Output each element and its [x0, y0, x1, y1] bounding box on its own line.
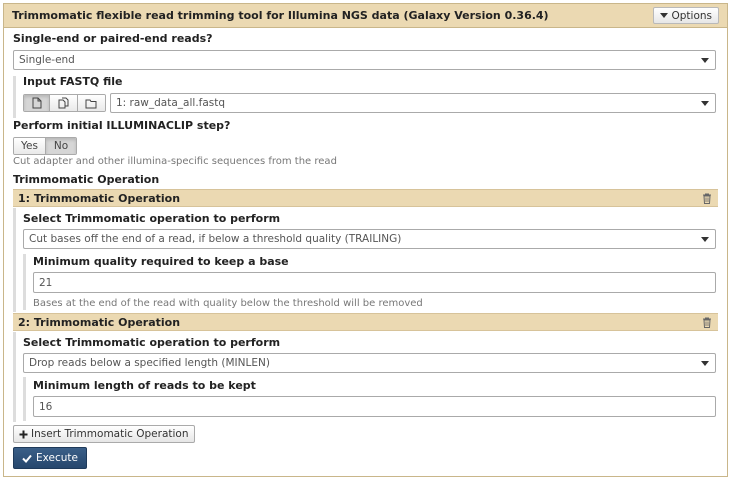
operation-1-select-label: Select Trimmomatic operation to perform [23, 212, 281, 225]
single-dataset-button[interactable] [24, 95, 50, 111]
single-dataset-icon [32, 97, 42, 109]
section-indent-bar [13, 76, 16, 118]
reads-type-label: Single-end or paired-end reads? [13, 32, 213, 45]
operations-title: Trimmomatic Operation [13, 173, 160, 186]
illuminaclip-no-button[interactable]: No [46, 138, 76, 154]
chevron-down-icon [701, 58, 709, 63]
multiple-datasets-button[interactable] [50, 95, 77, 111]
execute-button[interactable] [13, 447, 87, 469]
insert-operation-label: Insert Trimmomatic Operation [31, 428, 189, 440]
input-source-switch [23, 94, 106, 112]
input-fastq-select[interactable] [110, 93, 716, 113]
min-quality-help: Bases at the end of the read with quality below the threshold will be removed [33, 298, 423, 309]
operation-2-indent-bar [13, 332, 16, 422]
operation-1-select-value: Cut bases off the end of a read, if below a threshold quality (TRAILING) [29, 233, 402, 245]
tool-form [3, 3, 728, 477]
reads-type-select[interactable] [13, 50, 716, 70]
operation-2-select-value: Drop reads below a specified length (MINLEN) [29, 357, 270, 369]
options-button[interactable] [653, 7, 719, 24]
min-quality-value: 21 [39, 276, 53, 289]
operation-1-header [13, 189, 718, 207]
tool-header [4, 4, 727, 28]
reads-type-value: Single-end [19, 54, 75, 66]
insert-operation-button[interactable] [13, 425, 195, 443]
operation-2-select[interactable] [23, 353, 716, 373]
plus-icon [19, 430, 28, 439]
tool-title: Trimmomatic flexible read trimming tool for Illumina NGS data (Galaxy Version 0.36.4) [12, 9, 549, 22]
chevron-down-icon [701, 101, 709, 106]
operation-2-title: 2: Trimmomatic Operation [18, 315, 181, 329]
operation-2-select-label: Select Trimmomatic operation to perform [23, 336, 281, 349]
options-label: Options [671, 9, 712, 22]
min-quality-input[interactable] [33, 272, 716, 293]
operation-1-param-indent-bar [23, 254, 26, 310]
trash-icon[interactable] [702, 317, 712, 328]
execute-label: Execute [36, 452, 78, 464]
illuminaclip-help: Cut adapter and other illumina-specific sequences from the read [13, 156, 337, 167]
illuminaclip-yes-button[interactable]: Yes [14, 138, 46, 154]
min-length-input[interactable] [33, 396, 716, 417]
multiple-datasets-icon [58, 97, 70, 109]
check-icon [22, 454, 32, 463]
operation-2-header [13, 313, 718, 331]
input-fastq-label: Input FASTQ file [23, 75, 123, 88]
collection-folder-icon [85, 98, 97, 109]
min-length-label: Minimum length of reads to be kept [33, 379, 256, 392]
chevron-down-icon [701, 361, 709, 366]
collection-button[interactable] [78, 95, 105, 111]
operation-1-title: 1: Trimmomatic Operation [18, 191, 181, 205]
operation-2-param-indent-bar [23, 377, 26, 421]
caret-down-icon [660, 13, 668, 19]
illuminaclip-label: Perform initial ILLUMINACLIP step? [13, 119, 231, 132]
illuminaclip-toggle [13, 137, 77, 155]
input-fastq-value: 1: raw_data_all.fastq [116, 97, 226, 109]
trash-icon[interactable] [702, 193, 712, 204]
chevron-down-icon [701, 237, 709, 242]
operation-1-select[interactable] [23, 229, 716, 249]
operation-1-indent-bar [13, 208, 16, 312]
min-quality-label: Minimum quality required to keep a base [33, 255, 289, 268]
min-length-value: 16 [39, 400, 53, 413]
